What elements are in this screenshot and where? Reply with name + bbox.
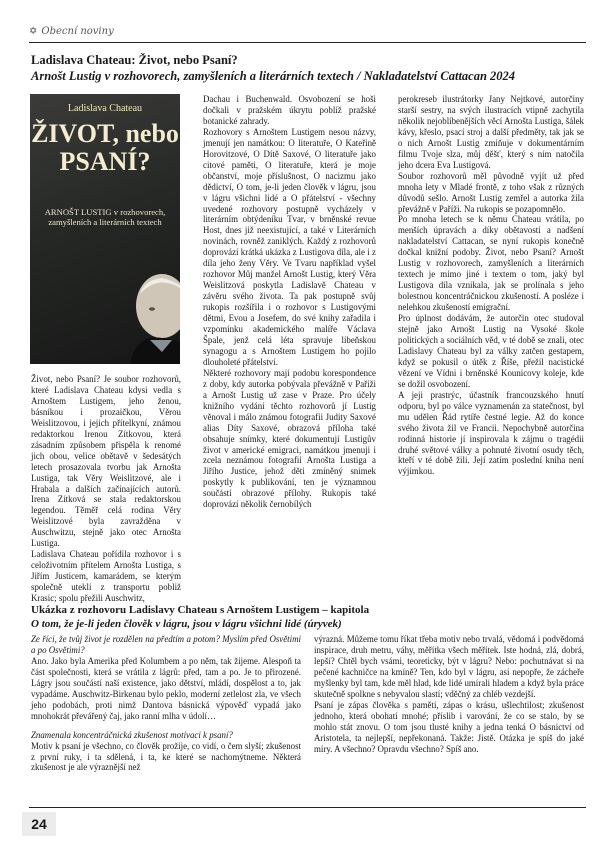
excerpt-question: Znamenala koncentráčnická zkušenost motivaci k psaní?	[31, 729, 233, 740]
excerpt-heading-line2: O tom, že je-li jeden člověk v lágru, jsou v lágru všichni lidé (úryvek)	[31, 617, 342, 630]
author-portrait-illustration	[70, 254, 180, 364]
footer-rule	[29, 807, 586, 808]
column-2-text: Dachau i Buchenwald. Osvobození se hoši dočkali v pražském úkrytu poblíž pražské botanické zahrady. Rozhovory s Arnoštem Lustigem nesou názvy, jmenují jen namátkou: O literatuře, O Kateřině Horovitzové, O Dítě Saxové, O literatuře jako citové paměti, O literatuře, která je moje občanství, moje příslušnost, O nacizmu jako dědictví, O tom, je-li jeden člověk v lágru, jsou v lágru všichni lidé a O přátelství - všechny uvedené rozhovory postupně vycházely v literárním obtýdeníku Tvar, v brněnské revue Host, dnes již neexistující, a také v Literárních novinách, rovněž zaniklých. Každý z rozhovorů doprovází krátká ukázka z Lustigova díla, ale i z díla jeho ženy Věry. Ve Tvaru například vyšel rozhovor Můj manžel Arnošt Lustig, který Věra Weislitzová poskytla Ladislavě Chateau v závěru svého života. Ta pak postupně svůj rukopis rozšířila i o rozhovor s Lustigovými dětmi, Evou a Josefem, do své knihy zařadila i vzpomínku akademického malíře Václava Špale, jenž celá léta spravuje libeňskou synagogu a s Arnoštem Lustigem ho pojilo dlouholeté přátelství. Některé rozhovory mají podobu korespondence z doby, kdy autorka pobývala převážně v Paříži a Arnošt Lustig už zase v Praze. Pro účely knižního vydání těchto rozhovorů jí Lustig věnoval i málo známou fotografii Judity Saxové alias Díty Saxové, obrazová příloha také obsahuje snímky, které dokumentují Lustigův život v americké emigraci, namátkou jmenuji i zcela neznámou fotografii Arnošta Lustiga a Jiřího Justice, jehož děti zmíněný snímek poskytly k publikování, ten je významnou součástí obrazové přílohy. Rukopis také doprovází několik černobílých	[203, 94, 376, 510]
star-of-david-icon: ✡	[29, 25, 38, 37]
cover-subtitle: ARNOŠT LUSTIG v rozhovorech, zamyšleních a literárních textech	[44, 207, 166, 227]
excerpt-heading-line1: Ukázka z rozhovoru Ladislavy Chateau s Arnoštem Lustigem – kapitola	[31, 604, 370, 616]
column-1-text: Život, nebo Psaní? Je soubor rozhovorů, které Ladislava Chateau kdysi vedla s Arnoštem Lustigem, jeho ženou, básníkou i prozaičkou, Věrou Weislitzovou, i jejich přítelkyní, známou redaktorkou Irenou Zítkovou, která zásadním způsobem přispěla k renomé jich obou, velice obětavě v šedesátých letech prosazovala tvorbu jak Arnošta Lustiga, tak Věry Weislitzové, ale i Hrabala a dalších začínajících autorů. Irena Zítková se stala redaktorskou legendou. Těměř celá rodina Věry Weislitzové byla zavražděna v Auschwitzu, stejně jako otec Arnošta Lustiga. Ladislava Chateau pořídila rozhovor i s celoživotním přítelem Arnošta Lustiga, s Jiřím Justicem, kamarádem, se kterým společně utekli z transportu pobliž Krasic; spolu přežili Auschwitz,	[31, 374, 181, 604]
page-number: 24	[22, 812, 56, 836]
excerpt-left-column	[31, 634, 301, 773]
cover-title: ŽIVOT, nebo PSANÍ?	[31, 119, 179, 176]
column-3-text: perokreseb ilustrátorky Jany Nejtkové, autorčiny starší sestry, na svých ilustracích vtipně zachytila několik nejoblíbenějších věcí Arnošta Lustiga, šálek kávy, křeslo, psací stroj a další předměty, tak jak se o nich Arnošt Lustig zmiňuje v dokumentárním filmu Tvoje slza, můj děšť, který s ním natočila jeho dcera Eva Lustigová. Soubor rozhovorů měl původně vyjít už před mnoha lety v Mladé frontě, z toho však z různých důvodů sešlo. Arnošt Lustig zemřel a autorka žila převážně v Paříži. Na rukopis se pozapomnělo. Po mnoha letech se k němu Chateau vrátila, po menších úpravách a díky obětavosti a nadšení nakladatelství Cattacan, se nyní rukopis konečně dočkal knižní podoby. Život, nebo Psaní? Arnošt Lustig v rozhovorech, zamyšleních a literárních textech je mimo jiné i textem o tom, jaký byl Lustigova díla vznikala, jak se prolínala s jeho bolestnou koncentráčnickou zkušeností. A posléze i nelehkou zkušeností emigrační. Pro úplnost dodávám, že autorčin otec studoval stejně jako Arnošt Lustig na Vysoké škole politických a sociálních věd, v té době se znali, otec Ladislavy Chateau byl za války zatčen gestapem, když se pokusil o útěk z Říše, přežil nacistické vězení ve Vídni i brněnské Kounicovy koleje, kde se dožil osvobození. A jeji prastrýc, účastník francouzského hnutí odporu, byl po válce vyznamenán za statečnost, byl mu udělen Řád rytíře čestné legie. Až do konce svého života žil ve Francii. Nepochybně autorčina rodinná historie jí inspirovala k zájmu o tragédii druhé světové války a pohnuté životní osudy těch, kteří v té době žili. Její zatím poslední kniha není výjimkou.	[398, 94, 584, 477]
section-header	[29, 22, 114, 40]
header-rule	[29, 42, 586, 43]
excerpt-answer-continued: výrazná. Můžeme tomu říkat třeba motiv nebo trvalá, vědomá i podvědomá inspirace, druh metru, váhy, měřítka všech měřítek. Iste hodná, zlá, dobrá, lepší? Chtěl bych vsámi, teoreticky, být v lágru? Nebo: pochutnávat si na pečené kachničce na kmíně? Ten, kdo byl v lágru, asi nepopře, že zácheře myšlenky byl tam, kde měl hlad, kde lidé umírali hladem a když byla práce skutečně spolkne s nebyvalou slastí; vděčný za chléb vezdejší. Psaní je zápas člověka s pamětí, zápas o krásu, ušlechtilost; zkušenost jednoho, která obohatí mnohé; příslib i varování, že co se stalo, by se mohlo stát znovu. O tom jsou tlusté knihy a jedna tenká O básnictví od Aristotela, ta nejlepší, nepřekonaná. Takže: Jistě. Otázka je spíš do jaké míry. A všechno? Opravdu všechno? Spíš ano.	[314, 634, 584, 754]
excerpt-right-column	[314, 634, 584, 754]
excerpt-question: Ze říci, že tvůj život je rozdělen na předtím a potom? Myslím před Osvětimi a po Osvětimi?	[31, 634, 301, 655]
section-name: Obecní noviny	[41, 25, 114, 37]
article-title-line2: Arnošt Lustig v rozhovorech, zamyšleních a literárních textech / Nakladatelství Cattacan 2024	[31, 69, 516, 83]
text-column-3	[398, 94, 584, 477]
text-column-1	[31, 374, 181, 604]
excerpt-heading	[31, 604, 584, 631]
book-cover	[30, 94, 180, 364]
article-title-line1: Ladislava Chateau: Život, nebo Psaní?	[31, 53, 238, 67]
excerpt-answer: Ano. Jako byla Amerika před Kolumbem a po něm, tak žijeme. Alespoň ta část společnosti, která se vrátila z lágrů: před, tam a po. Je to přirozené. Lágry jsou součástí naší existence, jako dětství, mládí, dospělost a to, jak vypadáme. Auschwitz-Birkenau bylo peklo, moderní zetlelost zla, ve všech jeho podobách, proti nimž Dantova básnická výpověď vypadá jako mnohokrát převářený čaj, jako ranní mlha v údolí…	[31, 655, 301, 721]
cover-author: Ladislava Chateau	[67, 103, 143, 114]
text-column-2	[203, 94, 376, 510]
excerpt-answer: Motiv k psaní je všechno, co člověk prožije, co vidí, o čem slyší; zkušenost z první ruky, i ta sdělená, i ta, ke které se nachomýtneme. Některá zkušenost je ale výraznější než	[31, 740, 301, 773]
article-title	[31, 52, 584, 84]
